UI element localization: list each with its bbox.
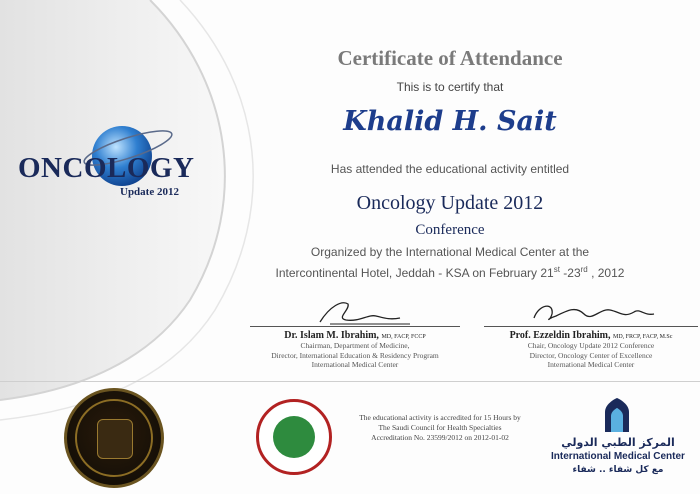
- organized-line2: Intercontinental Hotel, Jeddah - KSA on February 21st -23rd , 2012: [275, 265, 625, 280]
- accreditation-line3: Accreditation No. 23599/2012 on 2012-01-02: [371, 433, 509, 442]
- imc-logo: [548, 394, 688, 486]
- logo-word: ONCOLOGY: [18, 152, 195, 184]
- scfhs-seal: [256, 399, 332, 475]
- gold-seal: [64, 388, 164, 488]
- gold-seal-emblem-icon: [97, 419, 133, 459]
- signature-scrawl-1: [250, 296, 460, 328]
- imc-emblem-icon: [602, 398, 632, 432]
- oncology-update-logo: [18, 118, 195, 208]
- signatory-2-name: Prof. Ezzeldin Ibrahim, MD, FRCP, FACP, M.Sc: [509, 330, 673, 341]
- imc-arabic-name: المركز الطبي الدولي: [561, 436, 675, 449]
- signatory-1-line1: Chairman, Department of Medicine,: [300, 341, 410, 350]
- recipient-name: Khalid H. Sait: [343, 106, 557, 137]
- saudi-map-icon: [273, 416, 315, 458]
- signature-block-1: [250, 296, 460, 370]
- certify-text: This is to certify that: [396, 80, 504, 94]
- signatory-1-line2: Director, International Education & Residency Program: [271, 350, 439, 360]
- event-title: Oncology Update 2012: [356, 192, 544, 214]
- logo-subtitle: Update 2012: [120, 186, 179, 198]
- signatory-2-line1: Chair, Oncology Update 2012 Conference: [527, 341, 655, 350]
- accreditation-line2: The Saudi Council for Health Specialties: [378, 423, 502, 432]
- organized-text: [250, 244, 650, 282]
- certificate-title: Certificate of Attendance: [337, 46, 563, 70]
- footer-divider: [0, 381, 700, 382]
- imc-english-name: International Medical Center: [551, 451, 685, 462]
- signatory-1-name: Dr. Islam M. Ibrahim, MD, FACP, FCCP: [284, 330, 426, 341]
- signatory-2-line3: International Medical Center: [547, 360, 635, 369]
- signature-scrawl-2: [484, 296, 698, 328]
- attended-text: Has attended the educational activity entitled: [330, 162, 570, 176]
- accreditation-text: [350, 413, 530, 443]
- organized-line1: Organized by the International Medical Center at the: [310, 245, 590, 259]
- accreditation-line1: The educational activity is accredited for 15 Hours by: [359, 413, 521, 422]
- signature-block-2: [484, 296, 698, 370]
- imc-arabic-motto: مع كل شفاء .. شفاء: [572, 465, 664, 475]
- event-type: Conference: [415, 222, 485, 238]
- signatory-2-line2: Director, Oncology Center of Excellence: [529, 350, 653, 360]
- signatory-1-line3: International Medical Center: [311, 360, 399, 369]
